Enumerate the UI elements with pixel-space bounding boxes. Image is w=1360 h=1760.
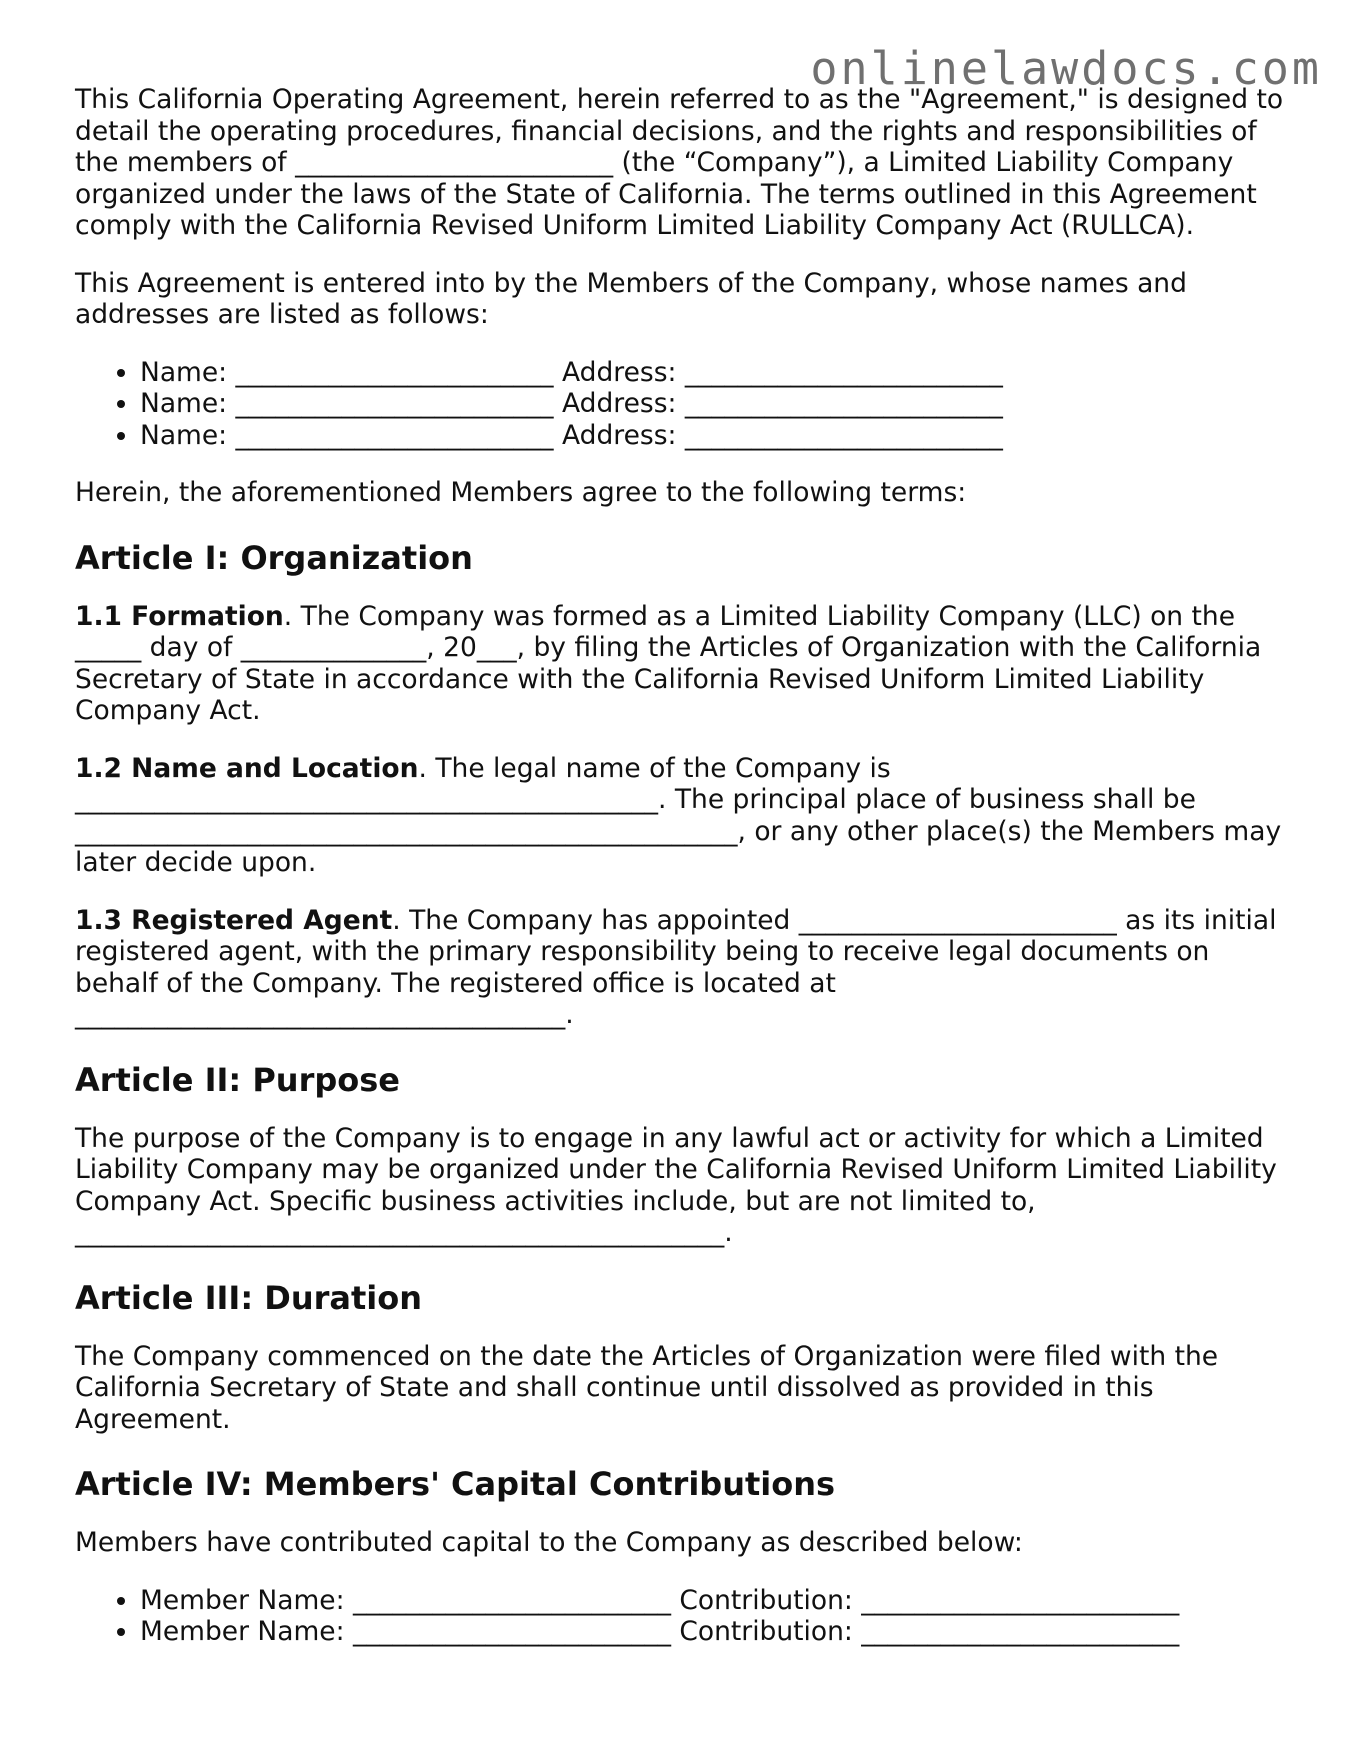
article-3-text: The Company commenced on the date the Articles of Organization were filed with the California Secretary of State and shall continue until dissolved as provided in this Agreement. xyxy=(75,1340,1219,1435)
name-blank[interactable]: ________________________ xyxy=(235,388,554,419)
member-name-blank[interactable]: ________________________ xyxy=(352,1616,671,1647)
address-blank[interactable]: ________________________ xyxy=(684,356,1003,388)
article-4-heading: Article IV: Members' Capital Contributions xyxy=(75,1465,836,1503)
watermark: onlinelawdocs.com xyxy=(810,42,1322,95)
article-3-heading: Article III: Duration xyxy=(75,1278,422,1317)
name-blank[interactable]: ________________________ xyxy=(235,419,554,451)
intro-text-a: This California Operating Agreement, herein referred to as the "Agreement," is designed to detail the operating procedures, financial decisions, and the rights and responsibilities of the members of xyxy=(75,84,1284,178)
list-item xyxy=(140,388,1295,420)
contribution-blank[interactable]: ________________________ xyxy=(861,1616,1180,1647)
name-blank[interactable]: ________________________ xyxy=(235,356,554,388)
address-blank[interactable]: ________________________ xyxy=(684,388,1003,419)
address-label: Address: xyxy=(553,388,685,419)
article-2-text: The purpose of the Company is to engage in any lawful act or activity for which a Limited Liability Company may be organized under the California Revised Uniform Limited Liability Company Act. Specific business activities include, but are not limited to, _________________________________________________. xyxy=(75,1122,1277,1248)
section-title: 1.3 Registered Agent xyxy=(75,904,393,936)
name-label: Name: xyxy=(140,388,236,419)
contribution-blank[interactable]: ________________________ xyxy=(861,1584,1180,1616)
company-name-blank[interactable]: ________________________ xyxy=(295,147,614,178)
name-label: Name: xyxy=(140,356,236,388)
article-1-heading: Article I: Organization xyxy=(75,538,473,577)
intro-text-b: (the “Company”), a Limited Liability Company organized under the laws of the State of California. The terms outlined in this Agreement comply with the California Revised Uniform Limited Liability Company Act (RULLCA). xyxy=(75,147,1257,241)
section-1-2 xyxy=(75,753,1295,879)
members-intro: This Agreement is entered into by the Members of the Company, whose names and addresses are listed as follows: xyxy=(75,267,1187,330)
list-item xyxy=(140,357,1295,389)
section-text: . The Company was formed as a Limited Liability Company (LLC) on the _____ day of ______________, 20___, by filing the Articles of Organization with the California Secretary of State in accordance with the California Revised Uniform Limited Liability Company Act. xyxy=(75,600,1262,726)
contribution-list xyxy=(75,1585,1295,1648)
agree-text: Herein, the aforementioned Members agree to the following terms: xyxy=(75,477,967,508)
address-label: Address: xyxy=(553,356,685,388)
section-1-1 xyxy=(75,601,1295,727)
member-name-blank[interactable]: ________________________ xyxy=(352,1584,671,1616)
document-body xyxy=(75,84,1295,1674)
list-item xyxy=(140,420,1295,452)
member-name-label: Member Name: xyxy=(140,1584,353,1616)
member-name-label: Member Name: xyxy=(140,1616,353,1647)
section-text: . The Company has appointed ________________________ as its initial registered agent, with the primary responsibility being to receive legal documents on behalf of the Company. The registered office is located at _____________________________________. xyxy=(75,904,1277,1030)
article-4-text: Members have contributed capital to the Company as described below: xyxy=(75,1527,1023,1558)
address-label: Address: xyxy=(553,419,685,451)
contribution-label: Contribution: xyxy=(670,1584,862,1616)
section-title: 1.1 Formation xyxy=(75,600,284,632)
list-item xyxy=(140,1585,1295,1617)
section-title: 1.2 Name and Location xyxy=(75,752,419,784)
contribution-label: Contribution: xyxy=(670,1616,862,1647)
member-list xyxy=(75,357,1295,452)
address-blank[interactable]: ________________________ xyxy=(684,419,1003,451)
list-item xyxy=(140,1616,1295,1648)
article-2-heading: Article II: Purpose xyxy=(75,1060,400,1099)
section-1-3 xyxy=(75,905,1295,1031)
name-label: Name: xyxy=(140,419,236,451)
intro-paragraph xyxy=(75,84,1295,242)
section-text: . The legal name of the Company is ____________________________________________. The principal place of business shall be __________________________________________________, or any other place(s) the Members may later decide upon. xyxy=(75,752,1282,878)
